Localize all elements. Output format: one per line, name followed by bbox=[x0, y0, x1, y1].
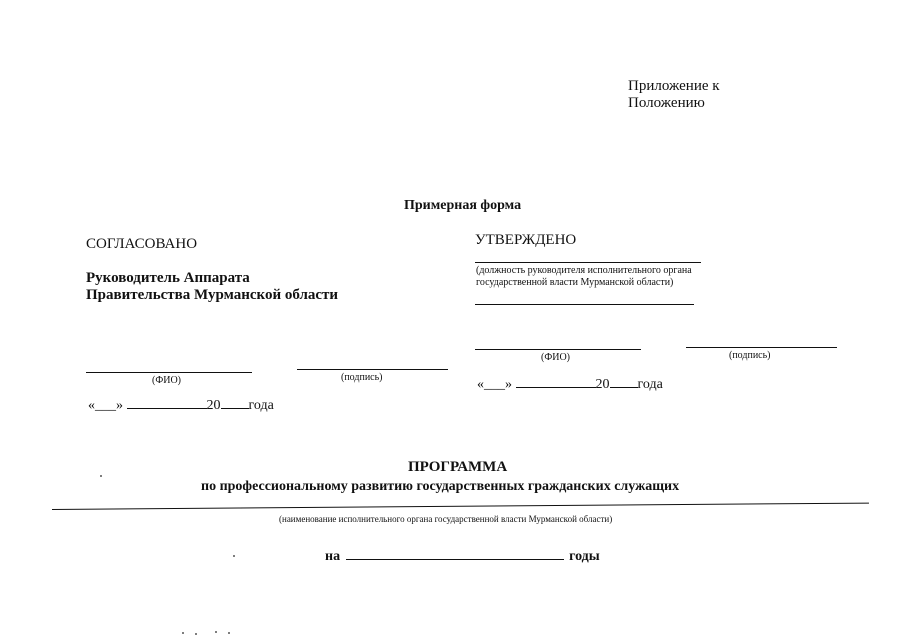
agreed-date-open: «___» bbox=[88, 398, 127, 413]
appendix-line-1: Приложение к bbox=[628, 78, 720, 94]
scan-speck bbox=[100, 475, 102, 477]
period-prefix: на bbox=[325, 549, 341, 564]
approved-date bbox=[477, 377, 663, 393]
scan-speck bbox=[228, 632, 230, 634]
agreed-date-year-prefix: 20 bbox=[206, 398, 221, 413]
org-name-line bbox=[52, 503, 869, 510]
scan-speck bbox=[215, 631, 217, 633]
agreed-fio-caption: (ФИО) bbox=[152, 375, 182, 386]
org-name-caption: (наименование исполнительного органа государственной власти Мурманской области) bbox=[279, 514, 613, 524]
agreed-sign-line bbox=[297, 369, 448, 370]
approved-position-caption-line-2: государственной власти Мурманской области) bbox=[476, 277, 674, 288]
agreed-title-line-2: Правительства Мурманской области bbox=[86, 287, 339, 303]
agreed-heading: СОГЛАСОВАНО bbox=[86, 236, 198, 252]
agreed-title-line-1: Руководитель Аппарата bbox=[86, 270, 250, 286]
form-label: Примерная форма bbox=[404, 198, 522, 213]
approved-position-line bbox=[475, 262, 701, 263]
period-suffix: годы bbox=[569, 549, 600, 564]
period bbox=[325, 547, 600, 565]
agreed-date bbox=[88, 398, 274, 414]
program-subtitle: по профессиональному развитию государственных гражданских служащих bbox=[201, 479, 680, 494]
agreed-date-year-blank bbox=[221, 398, 249, 409]
approved-heading: УТВЕРЖДЕНО bbox=[475, 232, 577, 248]
approved-date-open: «___» bbox=[477, 377, 516, 392]
approved-fio-caption: (ФИО) bbox=[541, 352, 571, 363]
approved-position-line-2 bbox=[475, 304, 694, 305]
program-title: ПРОГРАММА bbox=[408, 459, 508, 475]
approved-date-year-prefix: 20 bbox=[595, 377, 610, 392]
approved-position-caption-line-1: (должность руководителя исполнительного органа bbox=[476, 265, 692, 276]
agreed-date-month-blank bbox=[127, 398, 207, 409]
period-years-blank bbox=[346, 547, 564, 560]
scan-speck bbox=[233, 555, 235, 557]
appendix-line-2: Положению bbox=[628, 95, 705, 111]
approved-date-year-suffix: года bbox=[637, 377, 663, 392]
scan-speck bbox=[182, 632, 184, 634]
scan-speck bbox=[195, 633, 197, 635]
agreed-fio-line bbox=[86, 372, 252, 373]
approved-date-month-blank bbox=[516, 377, 596, 388]
approved-sign-line bbox=[686, 347, 837, 348]
agreed-date-year-suffix: года bbox=[248, 398, 274, 413]
approved-sign-caption: (подпись) bbox=[729, 350, 771, 361]
agreed-sign-caption: (подпись) bbox=[341, 372, 383, 383]
approved-date-year-blank bbox=[610, 377, 638, 388]
approved-fio-line bbox=[475, 349, 641, 350]
